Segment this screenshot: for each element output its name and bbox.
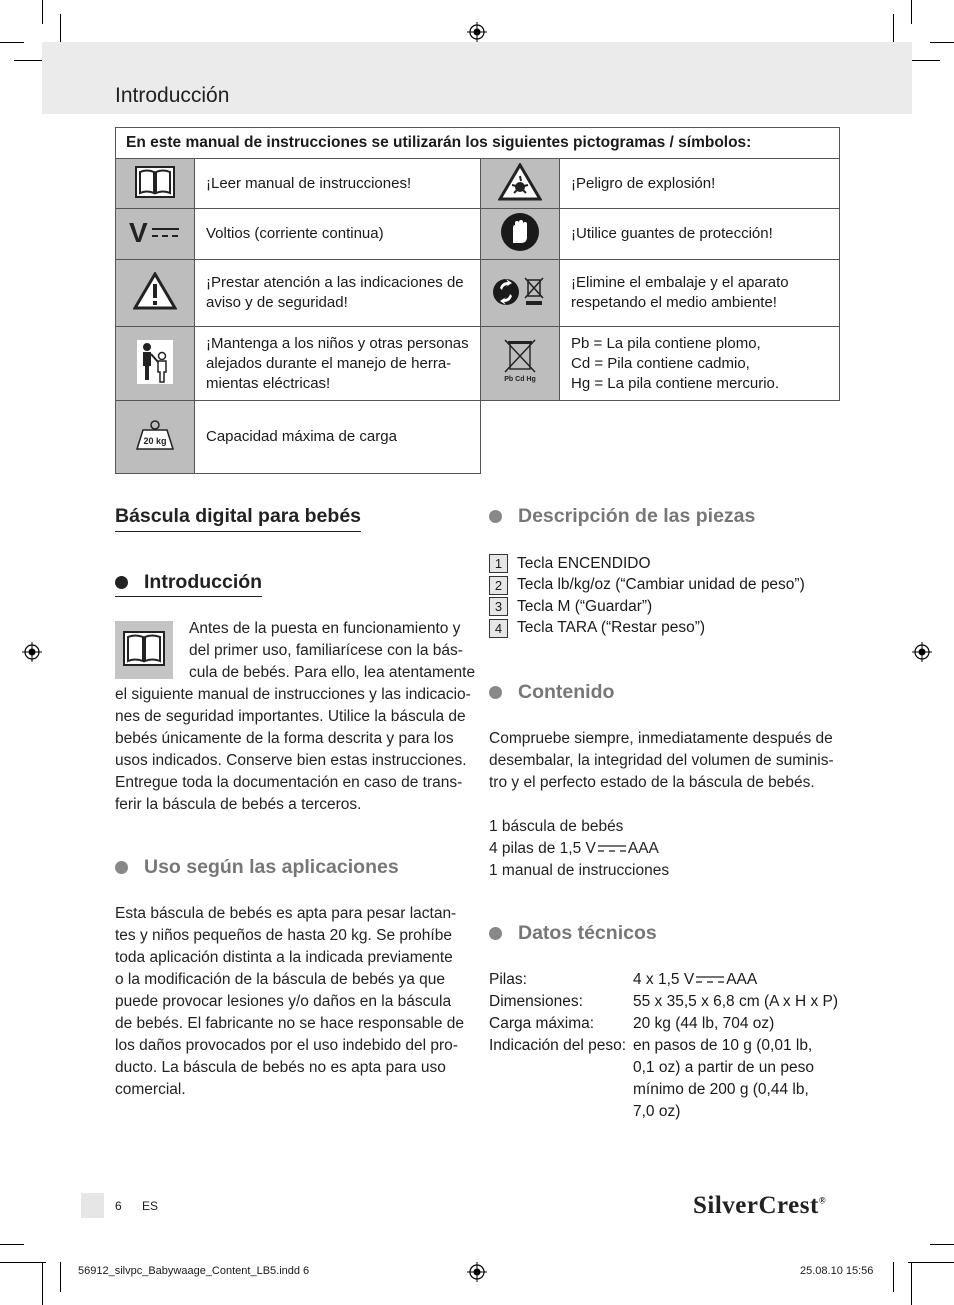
explosion-warning-icon [481, 159, 560, 209]
registration-mark-icon [22, 642, 42, 662]
file-slug: 56912_silvpc_Babywaage_Content_LB5.indd 6 [78, 1265, 310, 1277]
registration-mark-icon [467, 1262, 487, 1282]
bullet-icon [489, 510, 502, 523]
contents-paragraph: Compruebe siempre, inmediatamente después de desembalar, la integridad del volumen de suminis- tro y el perfecto estado de la báscula de bebés. [489, 730, 834, 791]
list-item: 4 Tecla TARA (“Restar peso”) [489, 618, 805, 640]
section-heading-uso: Uso según las aplicaciones [115, 856, 399, 879]
intro-paragraph-top: Antes de la puesta en funcionamiento y del primer uso, familiarícese con la bás- cula de bebés. Para ello, lea atentamente [189, 620, 476, 681]
tech-specs: Pilas: 4 x 1,5 V AAA Dimensiones: 55 x 35,5 x 6,8 cm (A x H x P) Carga máxima: 20 kg (44 lb, 704 oz) Indicación del peso: en pasos de 10 g (0,01 lb, 0,1 oz) a partir de un peso mínimo de 200 g (0,44 lb, 7,0 oz) [489, 971, 839, 1120]
bullet-icon [115, 576, 128, 589]
list-item: 3 Tecla M (“Guardar”) [489, 596, 805, 618]
table-cell: ¡Prestar atención a las indicaciones de aviso y de seguridad! [195, 260, 481, 327]
book-icon [115, 621, 173, 679]
table-cell: ¡Leer manual de instrucciones! [195, 159, 481, 209]
intro-paragraph: el siguiente manual de instrucciones y las indicacio- nes de seguridad importantes. Utilice la báscula de bebés únicamente de la forma descrita y para los usos indicados. Conserve bien estas instrucciones. Entregue toda la documentación en caso de trans- ferir la báscula de bebés a terceros. [115, 686, 471, 813]
page-number-box [81, 1193, 104, 1218]
list-item: 1 Tecla ENCENDIDO [489, 553, 805, 575]
warning-triangle-icon [116, 260, 195, 327]
max-load-weight-icon [116, 401, 195, 474]
table-cell: ¡Mantenga a los niños y otras personas alejados durante el manejo de herra- mientas eléctricas! [195, 327, 481, 401]
bullet-icon [489, 686, 502, 699]
table-cell: ¡Peligro de explosión! [560, 159, 840, 209]
list-item: 2 Tecla lb/kg/oz (“Cambiar unidad de peso”) [489, 575, 805, 597]
product-title: Báscula digital para bebés [115, 505, 361, 532]
svg-text:20 kg: 20 kg [143, 436, 167, 446]
section-heading-contenido: Contenido [489, 681, 614, 704]
table-cell: ¡Elimine el embalaje y el aparato respetando el medio ambiente! [560, 260, 840, 327]
use-paragraph: Esta báscula de bebés es apta para pesar lactan- tes y niños pequeños de hasta 20 kg. Se prohíbe toda aplicación distinta a la indicada previamente o la modificación de la báscula de bebés ya que puede provocar lesiones y/o daños en la báscula de bebés. El fabricante no se hace responsable de los daños provocados por el uso indebido del pro- ducto. La báscula de bebés no es apta para uso comercial. [115, 905, 464, 1098]
table-cell: ¡Utilice guantes de protección! [560, 209, 840, 260]
svg-text:V: V [129, 217, 148, 247]
dc-symbol-icon [598, 844, 626, 853]
keep-children-away-icon [116, 327, 195, 401]
bullet-icon [489, 927, 502, 940]
section-heading-datos: Datos técnicos [489, 922, 657, 945]
contents-list: 1 báscula de bebés 4 pilas de 1,5 V AAA 1 manual de instrucciones [489, 818, 670, 879]
dc-symbol-icon [696, 975, 724, 984]
date-slug: 25.08.10 15:56 [800, 1265, 874, 1277]
battery-disposal-icon [481, 327, 560, 401]
bullet-icon [115, 861, 128, 874]
volts-dc-icon [116, 209, 195, 260]
registration-mark-icon [467, 22, 487, 42]
book-icon [116, 159, 195, 209]
recycling-disposal-icon [481, 260, 560, 327]
language-code: ES [142, 1199, 159, 1213]
table-cell: Capacidad máxima de carga [195, 401, 481, 474]
table-heading: En este manual de instrucciones se utilizarán los siguientes pictogramas / símbolos: [116, 128, 840, 159]
page-title: Introducción [115, 84, 230, 107]
svg-text:Pb Cd Hg: Pb Cd Hg [504, 375, 536, 383]
parts-list [489, 553, 805, 639]
protective-gloves-icon [481, 209, 560, 260]
section-heading-piezas: Descripción de las piezas [489, 505, 755, 528]
section-heading-introduccion: Introducción [115, 571, 262, 597]
pictogram-table [115, 127, 840, 474]
registration-mark-icon [912, 642, 932, 662]
brand-logo: SilverCrest® [693, 1192, 827, 1219]
page-number: 6 [115, 1199, 122, 1213]
table-cell: Voltios (corriente continua) [195, 209, 481, 260]
table-cell: Pb = La pila contiene plomo, Cd = Pila contiene cadmio, Hg = La pila contiene mercurio. [560, 327, 840, 401]
